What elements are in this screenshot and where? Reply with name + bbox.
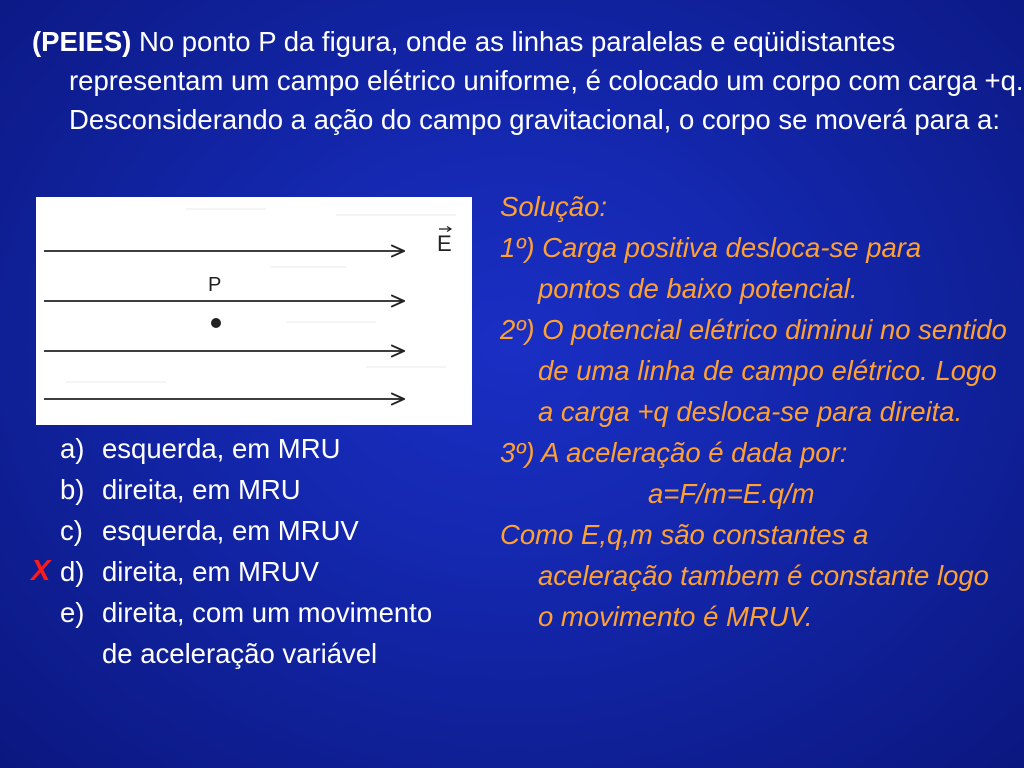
option-d[interactable]	[31, 551, 460, 592]
option-text: direita, em MRUV	[102, 556, 319, 587]
solution-step-2: 2º) O potencial elétrico diminui no sentido de uma linha de campo elétrico. Logo a carga +q desloca-se para direita.	[500, 314, 1007, 427]
solution-panel	[500, 186, 1010, 637]
option-c[interactable]	[60, 510, 460, 551]
option-text: direita, com um movimento de aceleração variável	[102, 597, 433, 669]
point-p-dot	[211, 318, 221, 328]
option-text: direita, em MRU	[102, 474, 301, 505]
question-body: No ponto P da figura, onde as linhas paralelas e eqüidistantes representam um campo elétrico uniforme, é colocado um corpo com carga +q. Desconsiderando a ação do campo gravitacional, o corpo se moverá para a:	[69, 26, 1024, 135]
option-text: esquerda, em MRUV	[102, 515, 359, 546]
field-diagram	[36, 197, 472, 425]
electric-field-figure	[36, 197, 472, 425]
solution-conclusion: Como E,q,m são constantes a aceleração tambem é constante logo o movimento é MRUV.	[500, 519, 989, 632]
correct-answer-mark: X	[31, 555, 51, 587]
option-a[interactable]	[60, 428, 460, 469]
answer-options	[31, 428, 460, 674]
question-source: (PEIES)	[32, 26, 132, 57]
option-letter: e)	[60, 597, 85, 628]
option-letter: a)	[60, 433, 85, 464]
option-letter: c)	[60, 515, 83, 546]
field-label: E	[437, 231, 452, 256]
solution-step-1: 1º) Carga positiva desloca-se para pontos de baixo potencial.	[500, 232, 922, 304]
solution-formula: a=F/m=E.q/m	[648, 478, 815, 509]
option-letter: d)	[60, 556, 85, 587]
option-b[interactable]	[60, 469, 460, 510]
question-text	[32, 22, 1024, 139]
option-letter: b)	[60, 474, 85, 505]
point-label: P	[208, 274, 222, 296]
option-text: esquerda, em MRU	[102, 433, 341, 464]
solution-step-3: 3º) A aceleração é dada por:	[500, 437, 848, 468]
solution-title: Solução:	[500, 191, 608, 222]
option-e[interactable]	[60, 592, 460, 674]
